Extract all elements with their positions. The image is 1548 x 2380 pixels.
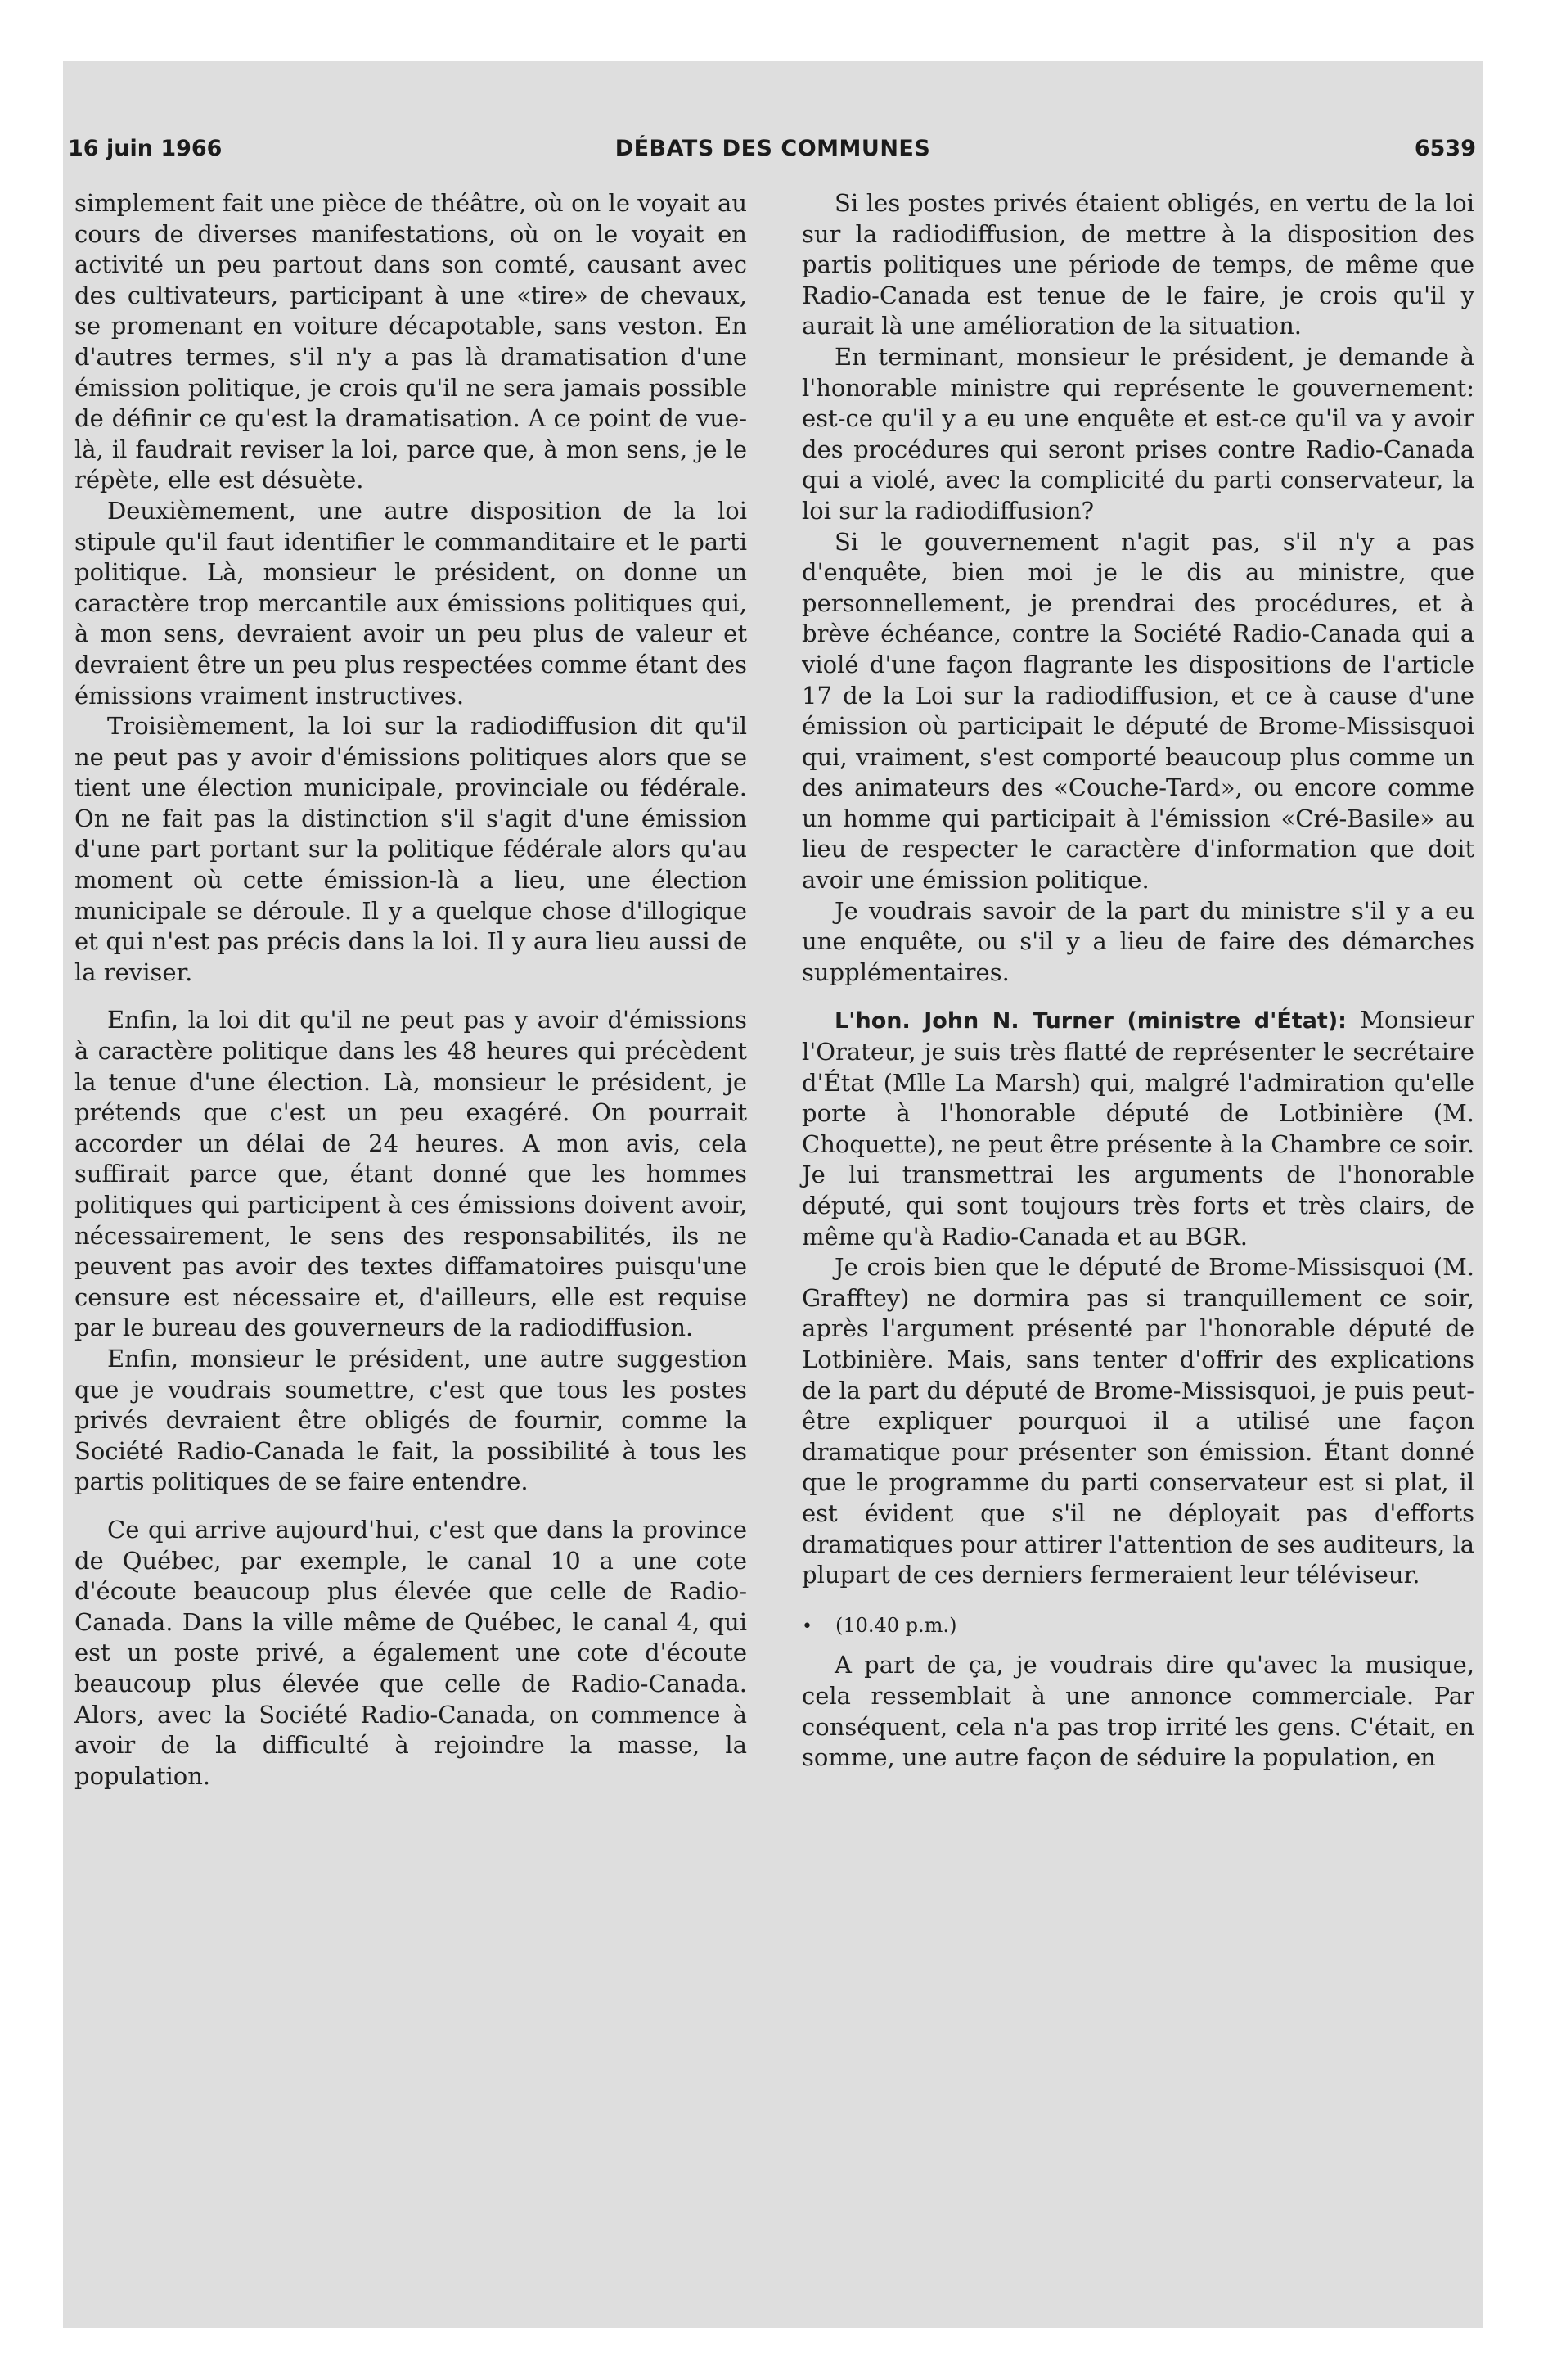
paragraph: Ce qui arrive aujourd'hui, c'est que dans la province de Québec, par exemple, le canal 10 a une cote d'écoute beaucoup plus élevée que celle de Radio-Canada. Dans la ville même de Québec, le canal 4, qui est un poste privé, a également une cote d'écoute beaucoup plus élevée que celle de Radio-Canada. Alors, avec la Société Radio-Canada, on commence à avoir de la difficulté à rejoindre la masse, la population. (74, 1515, 747, 1790)
speaker-name: L'hon. John N. Turner (ministre d'État): (835, 1008, 1347, 1034)
time-stamp: (10.40 p.m.) (835, 1613, 957, 1637)
document-page (63, 61, 1483, 2328)
header-date: 16 juin 1966 (68, 136, 223, 161)
speaker-text: Monsieur l'Orateur, je suis très flatté de représenter le secrétaire d'État (Mlle La Marsh) qui, malgré l'admiration qu'elle porte à l'honorable député de Lotbinière (M. Choquette), ne peut être présente à la Chambre ce soir. Je lui transmettrai les arguments de l'honorable député, qui sont toujours très forts et très clairs, de même qu'à Radio-Canada et au BGR. (802, 1006, 1475, 1251)
paragraph: Si les postes privés étaient obligés, en vertu de la loi sur la radiodiffusion, de mettre à la disposition des partis politiques une période de temps, de même que Radio-Canada est tenue de le faire, je crois qu'il y aurait là une amélioration de la situation. (802, 189, 1474, 340)
paragraph: Si le gouvernement n'agit pas, s'il n'y a pas d'enquête, bien moi je le dis au ministre, que personnellement, je prendrai des procédures, et à brève échéance, contre la Société Radio-Canada qui a violé d'une façon flagrante les dispositions de l'article 17 de la Loi sur la radiodiffusion, et ce à cause d'une émission où participait le député de Brome-Missisquoi qui, vraiment, s'est comporté beaucoup plus comme un des animateurs des «Couche-Tard», ou encore comme un homme qui participait à l'émission «Cré-Basile» au lieu de respecter le caractère d'information que doit avoir une émission politique. (802, 527, 1474, 895)
paragraph: Enfin, monsieur le président, une autre suggestion que je voudrais soumettre, c'est que tous les postes privés devraient être obligés de fournir, comme la Société Radio-Canada le fait, la possibilité à tous les partis politiques de se faire entendre. (74, 1344, 747, 1496)
page-header (63, 136, 1483, 174)
time-marker (802, 1611, 1474, 1643)
paragraph: Enfin, la loi dit qu'il ne peut pas y avoir d'émissions à caractère politique dans les 48 heures qui précèdent la tenue d'une élection. Là, monsieur le président, je prétends que c'est un peu exagéré. On pourrait accorder un délai de 24 heures. A mon avis, cela suffirait parce que, étant donné que les hommes politiques qui participent à ces émissions doivent avoir, nécessairement, le sens des responsabilités, ils ne peuvent pas avoir des textes diffamatoires puisqu'une censure est nécessaire et, d'ailleurs, elle est requise par le bureau des gouverneurs de la radiodiffusion. (74, 1006, 747, 1342)
paragraph: Je crois bien que le député de Brome-Missisquoi (M. Grafftey) ne dormira pas si tranquillement ce soir, après l'argument présenté par l'honorable député de Lotbinière. Mais, sans tenter d'offrir des explications de la part du député de Brome-Missisquoi, je puis peut-être expliquer pourquoi il a utilisé une façon dramatique pour présenter son émission. Étant donné que le programme du parti conservateur est si plat, il est évident que s'il ne déployait pas d'efforts dramatiques pour attirer l'attention de ses auditeurs, la plupart de ces derniers fermeraient leur téléviseur. (802, 1253, 1474, 1589)
left-column (74, 188, 747, 1792)
speaker-paragraph (802, 1005, 1474, 1252)
paragraph: Deuxièmement, une autre disposition de la loi stipule qu'il faut identifier le commanditaire et le parti politique. Là, monsieur le président, on donne un caractère trop mercantile aux émissions politiques qui, à mon sens, devraient avoir un peu plus de valeur et devraient être un peu plus respectées comme étant des émissions vraiment instructives. (74, 496, 747, 710)
right-column (802, 188, 1474, 1774)
bullet-icon: • (802, 1616, 812, 1637)
paragraph: Je voudrais savoir de la part du ministre s'il y a eu une enquête, ou s'il y a lieu de faire des démarches supplémentaires. (802, 896, 1474, 986)
header-title: DÉBATS DES COMMUNES (614, 136, 931, 161)
paragraph: simplement fait une pièce de théâtre, où on le voyait au cours de diverses manifestations, où on le voyait en activité un peu partout dans son comté, causant avec des cultivateurs, participant à une «tire» de chevaux, se promenant en voiture décapotable, sans veston. En d'autres termes, s'il n'y a pas là dramatisation d'une émission politique, je crois qu'il ne sera jamais possible de définir ce qu'est la dramatisation. A ce point de vue-là, il faudrait reviser la loi, parce que, à mon sens, je le répète, elle est désuète. (74, 189, 747, 494)
paragraph: Troisièmement, la loi sur la radiodiffusion dit qu'il ne peut pas y avoir d'émissions politiques alors que se tient une élection municipale, provinciale ou fédérale. On ne fait pas la distinction s'il s'agit d'une émission d'une part portant sur la politique fédérale alors qu'au moment où cette émission-là a lieu, une élection municipale se déroule. Il y a quelque chose d'illogique et qui n'est pas précis dans la loi. Il y aura lieu aussi de la reviser. (74, 712, 747, 986)
paragraph: A part de ça, je voudrais dire qu'avec la musique, cela ressemblait à une annonce commerciale. Par conséquent, cela n'a pas trop irrité les gens. C'était, en somme, une autre façon de séduire la population, en (802, 1651, 1474, 1772)
paragraph: En terminant, monsieur le président, je demande à l'honorable ministre qui représente le gouvernement: est-ce qu'il y a eu une enquête et est-ce qu'il va y avoir des procédures qui seront prises contre Radio-Canada qui a violé, avec la complicité du parti conservateur, la loi sur la radiodiffusion? (802, 342, 1474, 525)
page-number: 6539 (1414, 136, 1476, 161)
